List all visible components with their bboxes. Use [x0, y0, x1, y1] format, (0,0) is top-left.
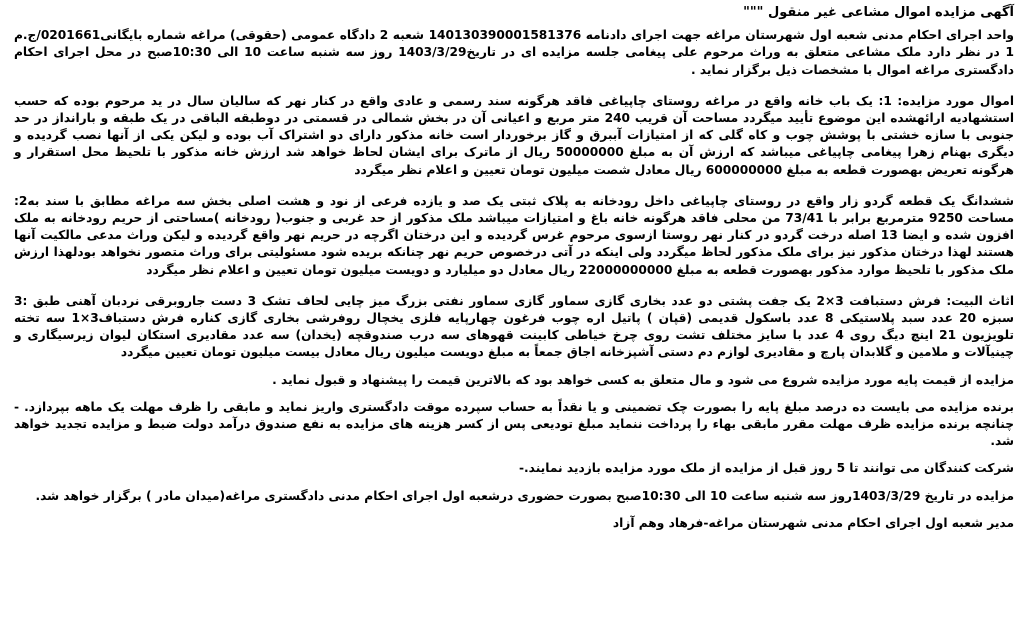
item-walnut-orchard-paragraph: ششدانگ یک قطعه گردو زار واقع در روستای چاپیاغی داخل رودخانه به پلاک ثبتی یک صد و یازده فرعی از نود و هشت اصلی بخش سه مراغه مطابق با سند به2: مساحت 9250 مترمربع برابر با 73/41 من محلی فاقد هرگونه خانه باغ و امتیازات میباشد ملک مذکور از حد غربی و جنوب( رودخانه )مساحتی از حریم رودخانه به ملک افزون شده و ایضا 13 اصله درخت گردو در کنار نهر روستا ازسوی مرحوم غرس گردیده و این درختان اگرچه در حریم نهر واقع گردیده و لیکن وراث مدعی مالکیت آنها هستند لهذا درختان مذکور نیز برای ملک مذکور لحاظ میگردد ولی اینکه در آتی درخصوص حریم نهر چنانکه بریده شود مسئولیتی برای وراث متصور نخواهد بودلهذا ارزش ملک مذکور با تلحیظ موارد مذکور بهصورت قطعه به مبلغ 22000000000 ریال معادل دو میلیارد و دویست میلیون تومان تعیین و اعلام نظر میگردد: [14, 193, 1015, 277]
item-furniture-paragraph: اثاث البیت: فرش دستبافت 3×2 یک جفت پشتی دو عدد بخاری گازی سماور گازی سماور نفتی بزرگ میز چایی لحاف تشک 3 دست جاروبرقی نردبان آهنی طبق :3 سبزه 20 عدد سبد پلاستیکی 8 عدد باسکول قدیمی (قپان ) پاتیل اره چوب فرغون چهارپایه فلزی یخچال روفرشی بخاری گازی کناره فرش دستباف3×1 سه تخته تلویزیون 21 اینچ دیگ روی 4 عدد با سایز مختلف تشت روی چرخ خیاطی کابینت قهوهای سه درب صندوقچه (یخدان) سه عدد مقادیری استکان لیوان زیرسیگاری و چینیآلات و ملامین و گلابدان پارچ و مقادیری لوازم دم دستی آشپزخانه اجاق جمعاً به مبلغ دویست میلیون ریال معادل بیست میلیون تومان تعیین میگردد: [14, 293, 1014, 360]
starting-price-paragraph: مزایده از قیمت پایه مورد مزایده شروع می شود و مال متعلق به کسی خواهد بود که بالاترین قیمت را پیشنهاد و قبول نماید .: [272, 372, 1014, 387]
intro-paragraph: واحد اجرای احکام مدنی شعبه اول شهرستان مراغه جهت اجرای دادنامه 140130390001581376 شعبه 2 دادگاه عمومی (حقوقی) مراغه شماره بایگانی0201661/ج.م 1 در نظر دارد ملک مشاعی متعلق به وراث مرحوم علی پیغامی جلسه مزایده ای در تاریخ1403/3/29 روز سه شنبه ساعت 10 الی 10:30صبح در محل اجرای احکام دادگستری مراغه اموال با مشخصات ذیل برگزار نماید .: [14, 28, 1015, 77]
auction-date-paragraph: مزایده در تاریخ 1403/3/29روز سه شنبه ساعت 10 الی 10:30صبح بصورت حضوری درشعبه اول اجرای احکام مدنی دادگستری مراغه(میدان مادر ) برگزار خواهد شد.: [35, 488, 1014, 503]
notice-title: آگهی مزایده اموال مشاعی غیر منقول """: [743, 5, 1014, 20]
payment-terms-paragraph: برنده مزایده می بایست ده درصد مبلغ پایه را بصورت چک تضمینی و یا نقداً به حساب سپرده موقت دادگستری واریز نماید و مابقی را ظرف مهلت یک ماهه بپردازد. - چنانچه برنده مزایده ظرف مهلت مقرر مابقی بهاء را پرداخت ننماید مبلغ تودیعی پس از کسر هزینه های مزایده به نفع صندوق درآمد دولت ضبط و مزایده تجدید خواهد شد.: [14, 399, 1014, 449]
visit-paragraph: شرکت کنندگان می توانند تا 5 روز قبل از مزایده از ملک مورد مزایده بازدید نمایند.-: [518, 461, 1014, 476]
signature-line: مدیر شعبه اول اجرای احکام مدنی شهرستان مراغه-فرهاد وهم آزاد: [612, 515, 1014, 530]
item-house-paragraph: اموال مورد مزایده: 1: یک باب خانه واقع در مراغه روستای چاپیاغی فاقد هرگونه سند رسمی و عادی واقع در کنار نهر که سالیان سال در ید مرحوم بوده که حسب استشهادیه ارائهشده این موضوع تأیید میگردد مساحت آن قریب 240 متر مربع و اعیانی آن در بخش شمالی در قسمتی در دوطبقه الباقی در یک طبقه و بارانداز در حد جنوبی با سازه خشتی با پوشش چوب و کاه گلی که از امتیازات آببرق و گاز برخوردار است خانه مذکور دارای دو اشتراک آب بوده و لیکن یکی از آنها نصب گردیده و دیگری بهنام زهرا پیغامی چاپیاغی میباشد که ارزش آن به مبلغ 50000000 ریال از ماترک برای ایشان لحاظ خواهد شد ارزش خانه مذکور با تلحیظ محل استقرار و هرگونه تعریض بهصورت قطعه به مبلغ 600000000 ریال معادل شصت میلیون تومان تعیین و اعلام نظر میگردد: [14, 93, 1015, 177]
